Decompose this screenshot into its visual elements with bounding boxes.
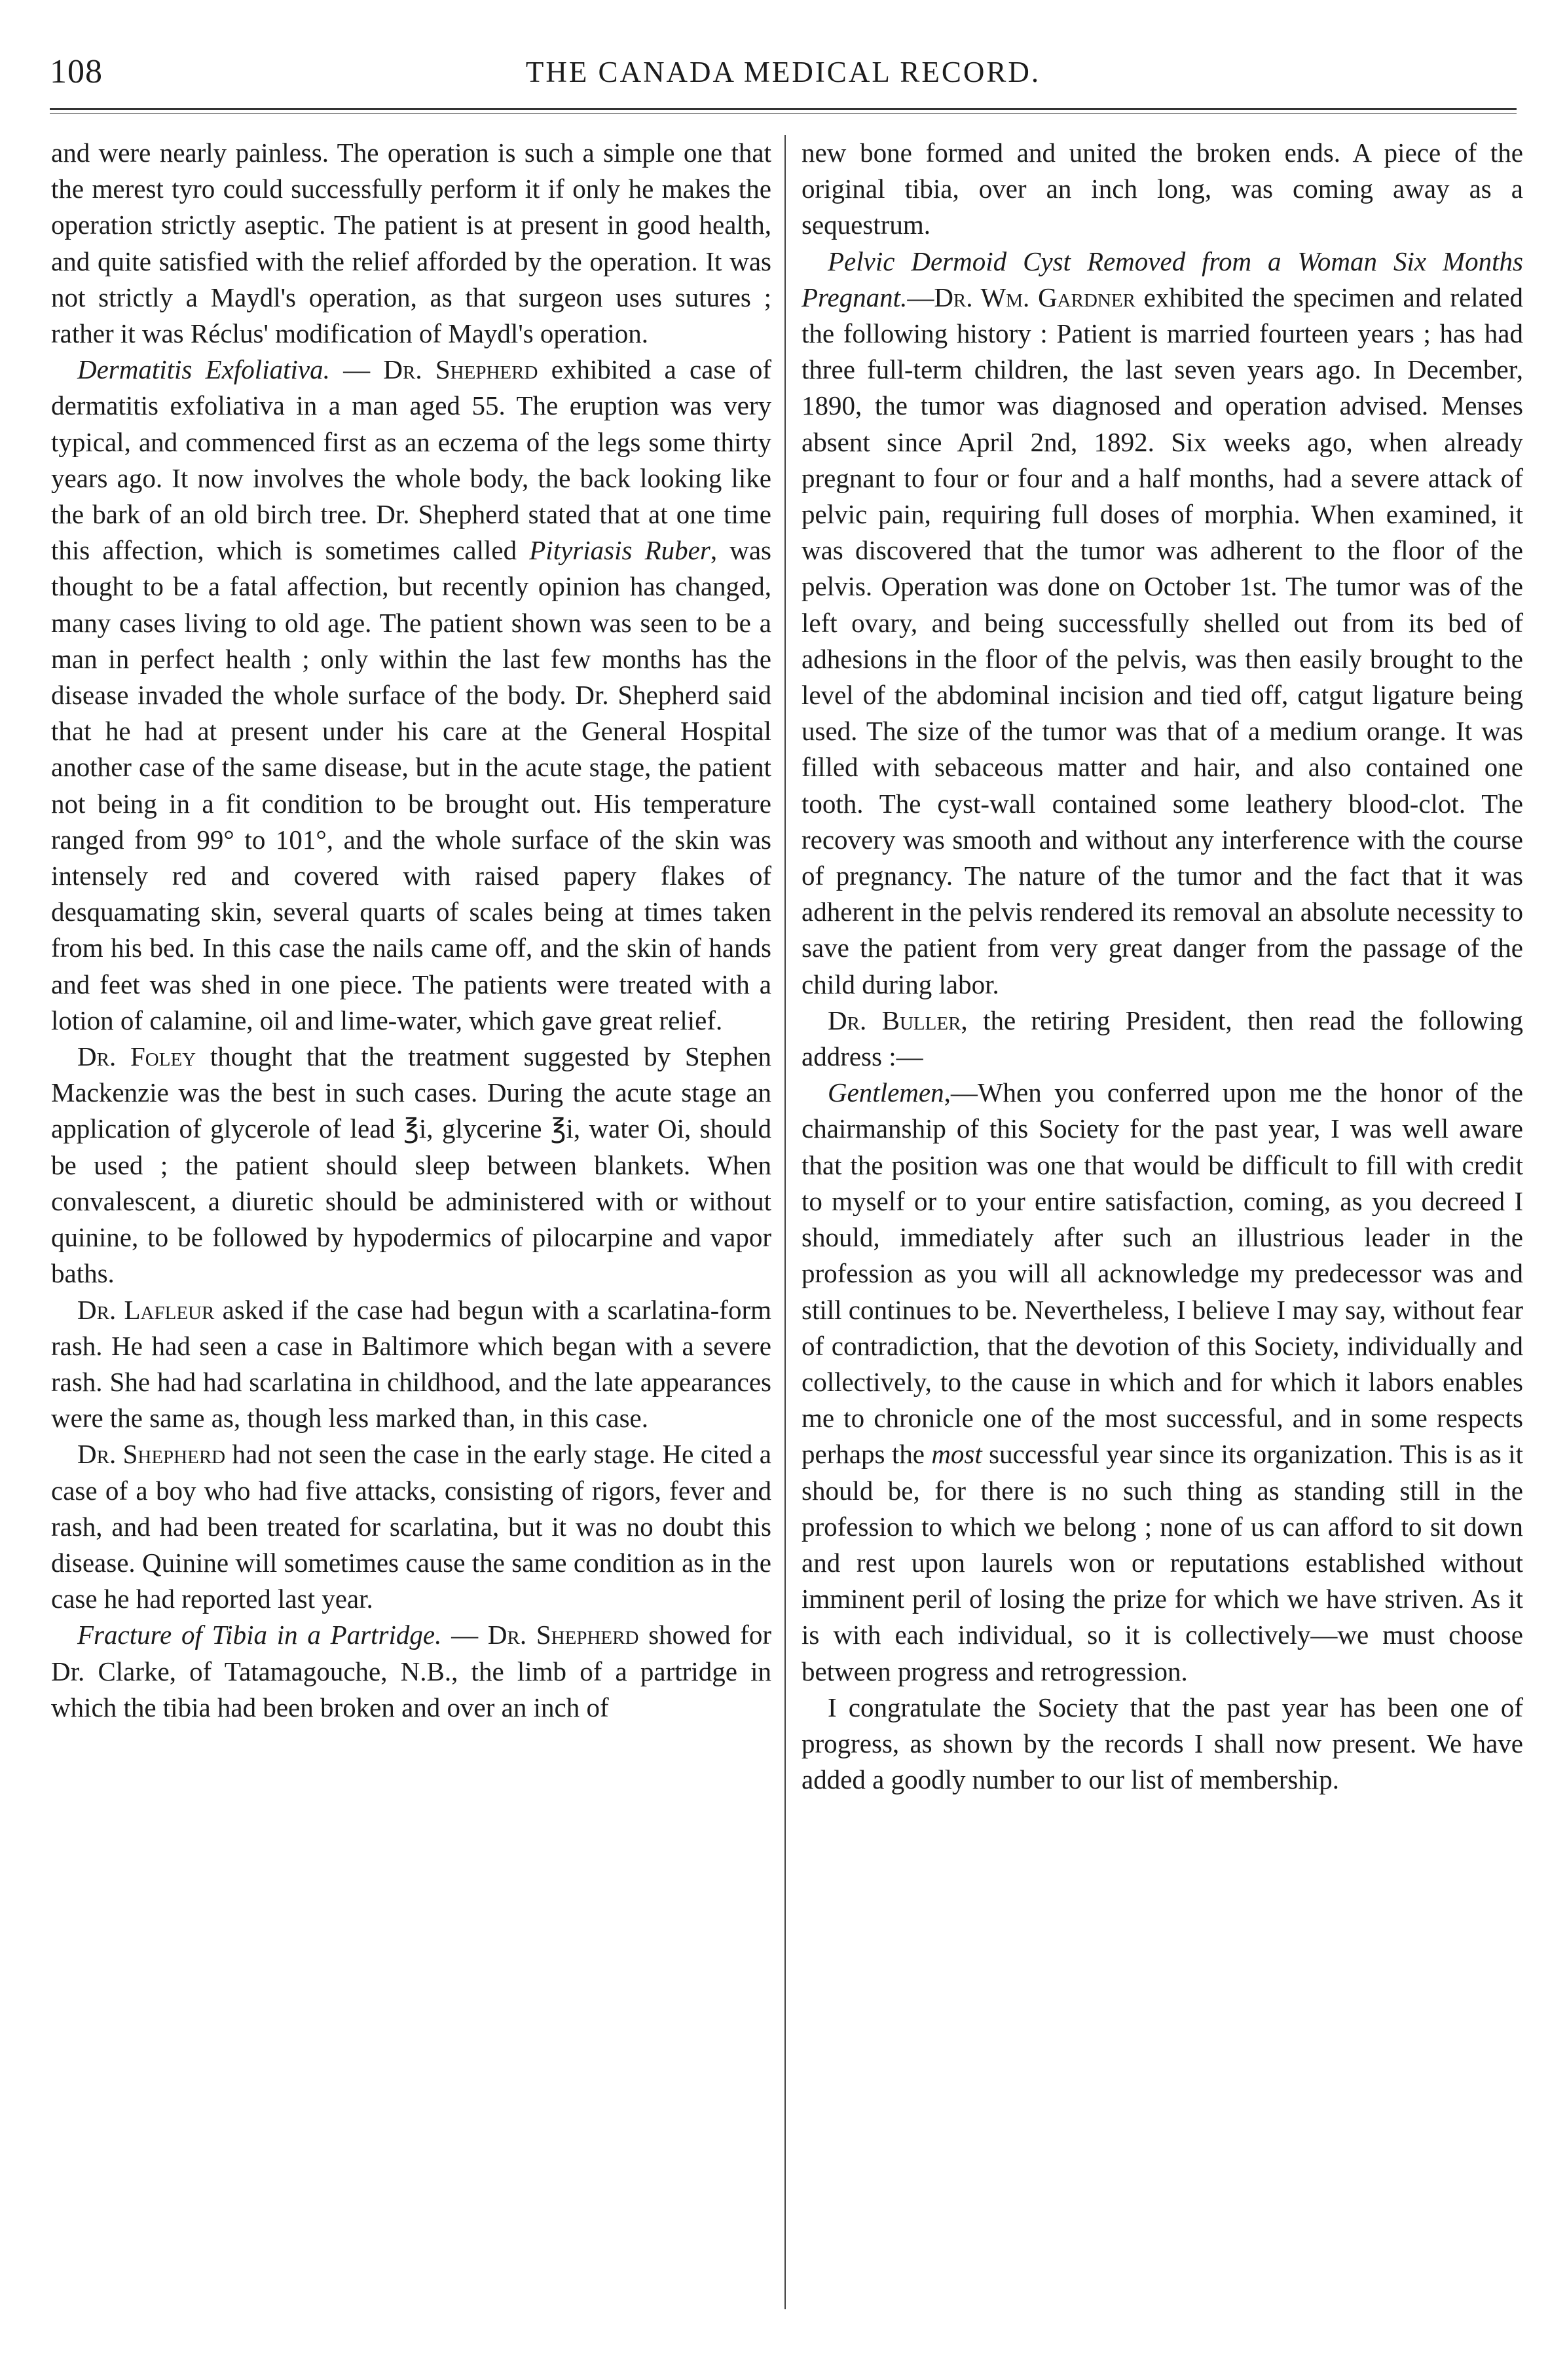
paragraph-text: ,—When you conferred upon me the honor of the chairmanship of this Society for the past year, I was well aware that the position was one that would be difficult to fill with credit to myself or to your entire satisfaction, coming, as you decreed I should, immediately after such an illustrious leader in the profession as you will all acknowledge my predecessor was and still continues to be. Nevertheless, I believe I may say, without fear of contradiction, that the devotion of this Society, individually and collectively, to the cause in which and for which it labors enables me to chronicle one of the most successful, and in some respects perhaps the: [802, 1077, 1523, 1470]
paragraph-congratulations: [802, 1690, 1523, 1798]
paragraph-text: , was thought to be a fatal affection, but recently opinion has changed, many cases living to old age. The patient shown was seen to be a man in perfect health ; only within the last few months has the disease invaded the whole surface of the body. Dr. Shepherd said that he had at present under his care at the General Hospital another case of the same disease, but in the acute stage, the patient not being in a fit condition to be brought out. His temperature ranged from 99° to 101°, and the whole surface of the skin was intensely red and covered with raised papery flakes of desquamating skin, several quarts of scales being at times taken from his bed. In this case the nails came off, and the skin of hands and feet was shed in one piece. The patients were treated with a lotion of calamine, oil and lime-water, which gave great relief.: [51, 535, 771, 1035]
paragraph-text: asked if the case had begun with a scarlatina-form rash. He had seen a case in Baltimore which began with a severe rash. She had had scarlatina in childhood, and the late appearances were the same as, though less marked than, in this case.: [51, 1294, 771, 1434]
column-divider: [784, 135, 786, 2309]
header-rule-thin: [50, 113, 1517, 114]
paragraph-shepherd-reply: [51, 1436, 771, 1617]
paragraph-text: successful year since its organization. This is as it should be, for there is no such thing as standing still in the profession to which we belong ; none of us can afford to sit down and rest upon laurels won or reputations established without imminent peril of losing the prize for which we have striven. As it is with each individual, so it is collectively—we must choose between progress and retrogression.: [802, 1439, 1523, 1686]
paragraph-text: new bone formed and united the broken ends. A piece of the original tibia, over an inch long, was coming away as a sequestrum.: [802, 138, 1523, 240]
paragraph-text: I congratulate the Society that the past year has been one of progress, as shown by the records I shall now present. We have added a goodly number to our list of membership.: [802, 1692, 1523, 1795]
speaker-name: Dr. Shepherd: [77, 1439, 226, 1470]
header-rule: [50, 108, 1517, 110]
paragraph-text: exhibited the specimen and related the following history : Patient is married fourteen years ; has had three full-term children, the last seven years ago. In December, 1890, the tumor was diagnosed and operation advised. Menses absent since April 2nd, 1892. Six weeks ago, when already pregnant to four or four and a half months, had a severe attack of pelvic pain, requiring full doses of morphia. When examined, it was discovered that the tumor was adherent to the floor of the pelvis. Operation was done on October 1st. The tumor was of the left ovary, and being successfully shelled out from its bed of adhesions in the floor of the pelvis, was then easily brought to the level of the abdominal incision and tied off, catgut ligature being used. The size of the tumor was that of a medium orange. It was filled with sebaceous matter and hair, and also contained one tooth. The cyst-wall contained some leathery blood-clot. The recovery was smooth and without any interference with the course of pregnancy. The nature of the tumor and the fact that it was adherent in the pelvis rendered its removal an absolute necessity to save the patient from very great danger from the passage of the child during labor.: [802, 282, 1523, 999]
paragraph-buller-intro: [802, 1003, 1523, 1075]
journal-title: THE CANADA MEDICAL RECORD.: [525, 56, 1041, 88]
paragraph-text: and were nearly painless. The operation is such a simple one that the merest tyro could successfully perform it if only he makes the operation strictly aseptic. The patient is at present in good health, and quite satisfied with the relief afforded by the operation. It was not strictly a Maydl's operation, as that surgeon uses sutures ; rather it was Réclus' modification of Maydl's operation.: [51, 138, 771, 349]
speaker-name: Dr. Lafleur: [77, 1294, 215, 1325]
paragraph-address: [802, 1075, 1523, 1689]
speaker-name: Dr. Buller: [828, 1005, 961, 1035]
section-title-dermatitis: Dermatitis Exfoliativa.: [77, 354, 330, 385]
paragraph-text: thought that the treatment suggested by Stephen Mackenzie was the best in such cases. During the acute stage an application of glycerole of lead ℥i, glycerine ℥i, water Oi, should be used ; the patient should sleep between blankets. When convalescent, a diuretic should be administered with or without quinine, to be followed by hypodermics of pilocarpine and vapor baths.: [51, 1041, 771, 1289]
section-title-dermoid-cyst: Pelvic Dermoid Cyst Removed from a Woman Six Months Pregnant.: [802, 246, 1523, 312]
speaker-name: —Dr. Wm. Gardner: [907, 282, 1135, 312]
address-salutation: Gentlemen: [828, 1077, 944, 1108]
paragraph-text: exhibited a case of dermatitis exfoliativa in a man aged 55. The eruption was very typical, and commenced first as an eczema of the legs some thirty years ago. It now involves the whole body, the back looking like the bark of an old birch tree. Dr. Shepherd stated that at one time this affection, which is sometimes called: [51, 354, 771, 566]
paragraph-lafleur: [51, 1292, 771, 1437]
running-head: [50, 46, 1517, 98]
paragraph-dermatitis: [51, 352, 771, 1039]
right-column: [802, 135, 1523, 1798]
paragraph-partridge: [51, 1617, 771, 1726]
section-title-partridge: Fracture of Tibia in a Partridge.: [77, 1620, 442, 1650]
speaker-name: Dr. Foley: [77, 1041, 196, 1072]
paragraph-text: showed for Dr. Clarke, of Tatamagouche, N.B., the limb of a partridge in which the tibia had been broken and over an inch of: [51, 1620, 772, 1722]
paragraph-partridge-continued: [802, 135, 1523, 244]
italic-emphasis: most: [931, 1439, 982, 1470]
left-column: [51, 135, 771, 1726]
page-number: 108: [50, 53, 103, 90]
paragraph-text: , the retiring President, then read the following address :—: [802, 1005, 1523, 1072]
paragraph-foley: [51, 1039, 771, 1292]
paragraph-text: had not seen the case in the early stage. He cited a case of a boy who had five attacks, consisting of rigors, fever and rash, and had been treated for scarlatina, but it was no doubt this disease. Quinine will sometimes cause the same condition as in the case he had reported last year.: [51, 1439, 771, 1614]
paragraph-operation-summary: [51, 135, 771, 352]
speaker-name: — Dr. Shepherd: [343, 354, 538, 385]
speaker-name: — Dr. Shepherd: [451, 1620, 639, 1650]
paragraph-dermoid-cyst: [802, 244, 1523, 1003]
italic-term: Pityriasis Ruber: [529, 535, 710, 566]
